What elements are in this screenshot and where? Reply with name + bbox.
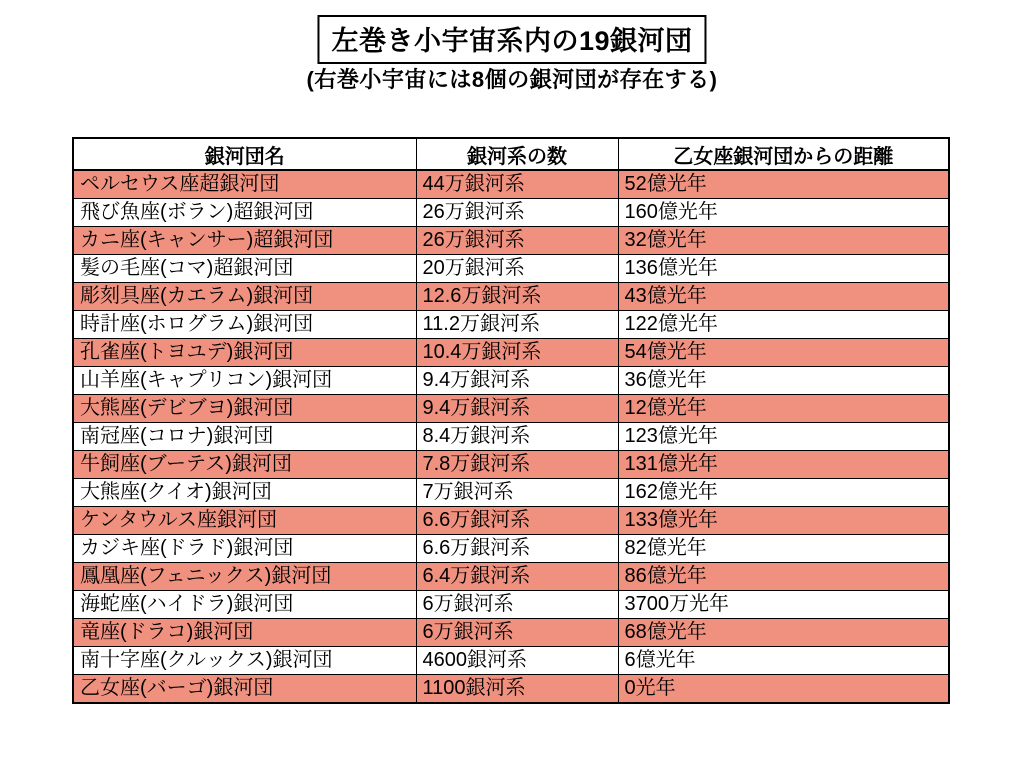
- table-cell: 122億光年: [618, 311, 949, 339]
- table-cell: 3700万光年: [618, 591, 949, 619]
- table-body: [73, 170, 949, 703]
- table-cell: 44万銀河系: [416, 170, 618, 199]
- table-cell: 鳳凰座(フェニックス)銀河団: [73, 563, 416, 591]
- table-row: [73, 283, 949, 311]
- table-cell: 82億光年: [618, 535, 949, 563]
- table-cell: 12.6万銀河系: [416, 283, 618, 311]
- table-cell: 6万銀河系: [416, 591, 618, 619]
- column-header-distance-from-virgo: 乙女座銀河団からの距離: [618, 138, 949, 170]
- table-row: [73, 451, 949, 479]
- table-cell: 26万銀河系: [416, 199, 618, 227]
- table-cell: 133億光年: [618, 507, 949, 535]
- table-row: [73, 170, 949, 199]
- table-cell: 大熊座(デビブヨ)銀河団: [73, 395, 416, 423]
- title-box: [317, 15, 706, 64]
- table-row: [73, 563, 949, 591]
- table-cell: 孔雀座(トヨユデ)銀河団: [73, 339, 416, 367]
- page-title: 左巻き小宇宙系内の19銀河団: [331, 26, 693, 56]
- table-cell: 36億光年: [618, 367, 949, 395]
- table-cell: 9.4万銀河系: [416, 367, 618, 395]
- table-cell: 海蛇座(ハイドラ)銀河団: [73, 591, 416, 619]
- table-row: [73, 311, 949, 339]
- table-cell: 南十字座(クルックス)銀河団: [73, 647, 416, 675]
- table-cell: 南冠座(コロナ)銀河団: [73, 423, 416, 451]
- table-cell: 竜座(ドラコ)銀河団: [73, 619, 416, 647]
- table-header: [73, 138, 949, 170]
- table-cell: 山羊座(キャプリコン)銀河団: [73, 367, 416, 395]
- table-cell: 20万銀河系: [416, 255, 618, 283]
- table-cell: 4600銀河系: [416, 647, 618, 675]
- table-cell: 時計座(ホログラム)銀河団: [73, 311, 416, 339]
- column-header-galaxy-count: 銀河系の数: [416, 138, 618, 170]
- table-cell: 160億光年: [618, 199, 949, 227]
- table-cell: カニ座(キャンサー)超銀河団: [73, 227, 416, 255]
- table-row: [73, 647, 949, 675]
- table-row: [73, 675, 949, 704]
- table-cell: 32億光年: [618, 227, 949, 255]
- galaxy-cluster-table: [72, 137, 950, 704]
- table-row: [73, 339, 949, 367]
- table-cell: 大熊座(クイオ)銀河団: [73, 479, 416, 507]
- table-row: [73, 535, 949, 563]
- table-row: [73, 227, 949, 255]
- header-row: [73, 138, 949, 170]
- subtitle: (右巻小宇宙には8個の銀河団が存在する): [306, 67, 718, 92]
- table-cell: 68億光年: [618, 619, 949, 647]
- table-cell: 6万銀河系: [416, 619, 618, 647]
- table-cell: カジキ座(ドラド)銀河団: [73, 535, 416, 563]
- column-header-cluster-name: 銀河団名: [73, 138, 416, 170]
- table-cell: 髪の毛座(コマ)超銀河団: [73, 255, 416, 283]
- table-cell: 26万銀河系: [416, 227, 618, 255]
- table-cell: 86億光年: [618, 563, 949, 591]
- table-cell: 6.6万銀河系: [416, 535, 618, 563]
- table-cell: 乙女座(バーゴ)銀河団: [73, 675, 416, 704]
- table-cell: 1100銀河系: [416, 675, 618, 704]
- table-cell: 6.4万銀河系: [416, 563, 618, 591]
- table-row: [73, 255, 949, 283]
- table-row: [73, 591, 949, 619]
- table-cell: 9.4万銀河系: [416, 395, 618, 423]
- table-cell: 10.4万銀河系: [416, 339, 618, 367]
- table-row: [73, 507, 949, 535]
- table-cell: ペルセウス座超銀河団: [73, 170, 416, 199]
- table-row: [73, 395, 949, 423]
- table-cell: 162億光年: [618, 479, 949, 507]
- table-cell: 52億光年: [618, 170, 949, 199]
- table-cell: 123億光年: [618, 423, 949, 451]
- table-cell: 0光年: [618, 675, 949, 704]
- table-cell: 6.6万銀河系: [416, 507, 618, 535]
- table-cell: 牛飼座(ブーテス)銀河団: [73, 451, 416, 479]
- table-cell: 彫刻具座(カエラム)銀河団: [73, 283, 416, 311]
- table-cell: 43億光年: [618, 283, 949, 311]
- table-row: [73, 367, 949, 395]
- table-row: [73, 423, 949, 451]
- table-cell: 飛び魚座(ボラン)超銀河団: [73, 199, 416, 227]
- table-cell: 54億光年: [618, 339, 949, 367]
- table-cell: 7.8万銀河系: [416, 451, 618, 479]
- table-cell: 136億光年: [618, 255, 949, 283]
- table-cell: ケンタウルス座銀河団: [73, 507, 416, 535]
- table-cell: 6億光年: [618, 647, 949, 675]
- table-cell: 8.4万銀河系: [416, 423, 618, 451]
- table-row: [73, 199, 949, 227]
- table-cell: 7万銀河系: [416, 479, 618, 507]
- table-cell: 11.2万銀河系: [416, 311, 618, 339]
- table-row: [73, 619, 949, 647]
- table-cell: 12億光年: [618, 395, 949, 423]
- table-row: [73, 479, 949, 507]
- table-cell: 131億光年: [618, 451, 949, 479]
